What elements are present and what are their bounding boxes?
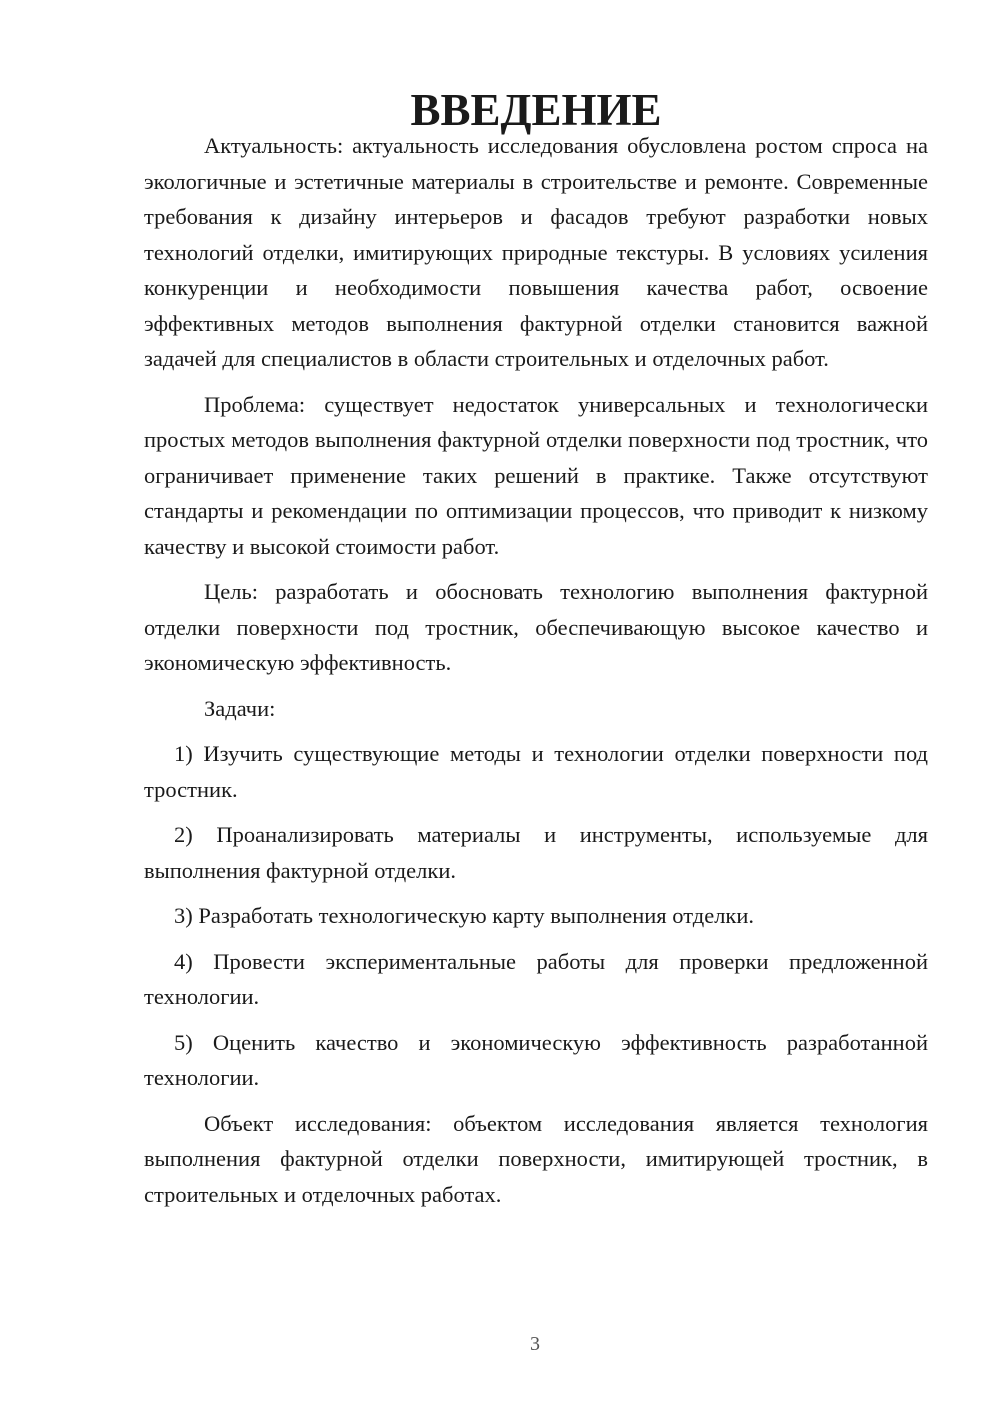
list-item: 4) Провести экспериментальные работы для проверки предложенной технологии. (144, 948, 928, 1009)
tasks-heading: Задачи: (204, 695, 276, 721)
list-item: 2) Проанализировать материалы и инструменты, используемые для выполнения фактурной отделки. (144, 822, 928, 883)
tasks-list (144, 736, 928, 1096)
list-item: 1) Изучить существующие методы и технологии отделки поверхности под тростник. (144, 741, 928, 802)
paragraph-object: Объект исследования: объектом исследования является технология выполнения фактурной отделки поверхности, имитирующей тростник, в строительных и отделочных работах. (144, 1110, 928, 1207)
list-item: 3) Разработать технологическую карту выполнения отделки. (174, 903, 755, 928)
list-item: 5) Оценить качество и экономическую эффективность разработанной технологии. (144, 1029, 928, 1090)
page-content (144, 85, 928, 1212)
section-title: ВВЕДЕНИЕ (410, 85, 662, 135)
paragraph-problem: Проблема: существует недостаток универсальных и технологически простых методов выполнения фактурной отделки поверхности под тростник, что ограничивает применение таких решений в практике. Также отсутствуют стандарты и рекомендации по оптимизации процессов, что приводит к низкому качеству и высокой стоимости работ. (144, 391, 928, 559)
paragraph-goal: Цель: разработать и обосновать технологию выполнения фактурной отделки поверхности под тростник, обеспечивающую высокое качество и экономическую эффективность. (144, 579, 928, 675)
page-number: 3 (530, 1333, 540, 1355)
paragraph-relevance: Актуальность: актуальность исследования обусловлена ростом спроса на экологичные и эстетичные материалы в строительстве и ремонте. Современные требования к дизайну интерьеров и фасадов требуют разработки новых технологий отделки, имитирующих природные текстуры. В условиях усиления конкуренции и необходимости повышения качества работ, освоение эффективных методов выполнения фактурной отделки становится важной задачей для специалистов в области строительных и отделочных работ. (144, 133, 928, 371)
